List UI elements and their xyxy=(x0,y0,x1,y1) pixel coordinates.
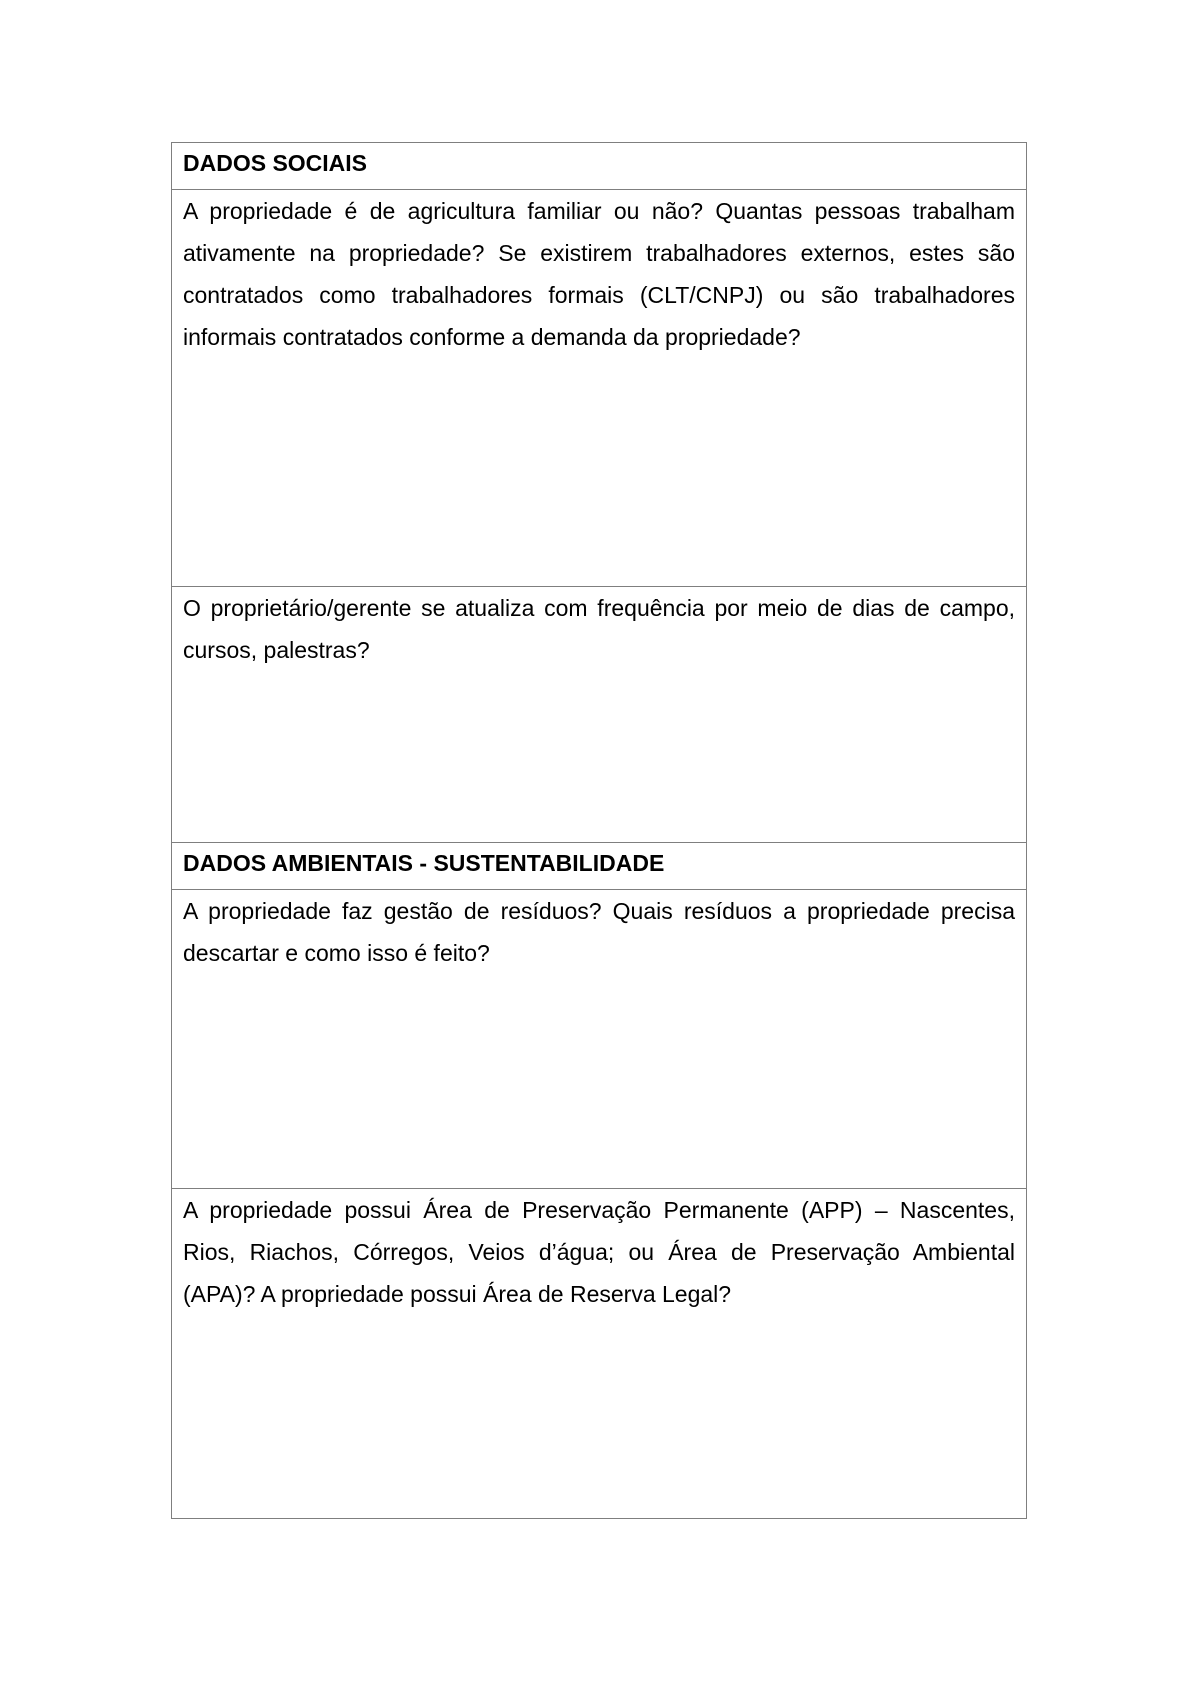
question-row xyxy=(172,890,1027,1189)
question-answer-cell[interactable] xyxy=(172,587,1027,843)
question-answer-cell[interactable] xyxy=(172,890,1027,1189)
question-answer-cell[interactable] xyxy=(172,190,1027,587)
question-text-family-farming: A propriedade é de agricultura familiar ou não? Quantas pessoas trabalham ativamente na propriedade? Se existirem trabalhadores externos, estes são contratados como trabalhadores formais (CLT/CNPJ) ou são trabalhadores informais contratados conforme a demanda da propriedade? xyxy=(183,198,1015,350)
section-heading-social: DADOS SOCIAIS xyxy=(172,143,1027,190)
question-answer-cell[interactable] xyxy=(172,1189,1027,1519)
question-text-training: O proprietário/gerente se atualiza com frequência por meio de dias de campo, cursos, palestras? xyxy=(183,595,1015,663)
question-text-waste-management: A propriedade faz gestão de resíduos? Quais resíduos a propriedade precisa descartar e como isso é feito? xyxy=(183,898,1015,966)
section-header-row xyxy=(172,843,1027,890)
section-heading-environmental: DADOS AMBIENTAIS - SUSTENTABILIDADE xyxy=(172,843,1027,890)
question-row xyxy=(172,190,1027,587)
question-row xyxy=(172,587,1027,843)
question-row xyxy=(172,1189,1027,1519)
section-header-row xyxy=(172,143,1027,190)
question-text-preservation-areas: A propriedade possui Área de Preservação Permanente (APP) – Nascentes, Rios, Riachos, Córregos, Veios d’água; ou Área de Preservação Ambiental (APA)? A propriedade possui Área de Reserva Legal? xyxy=(183,1197,1015,1307)
questionnaire-table xyxy=(171,142,1027,1519)
